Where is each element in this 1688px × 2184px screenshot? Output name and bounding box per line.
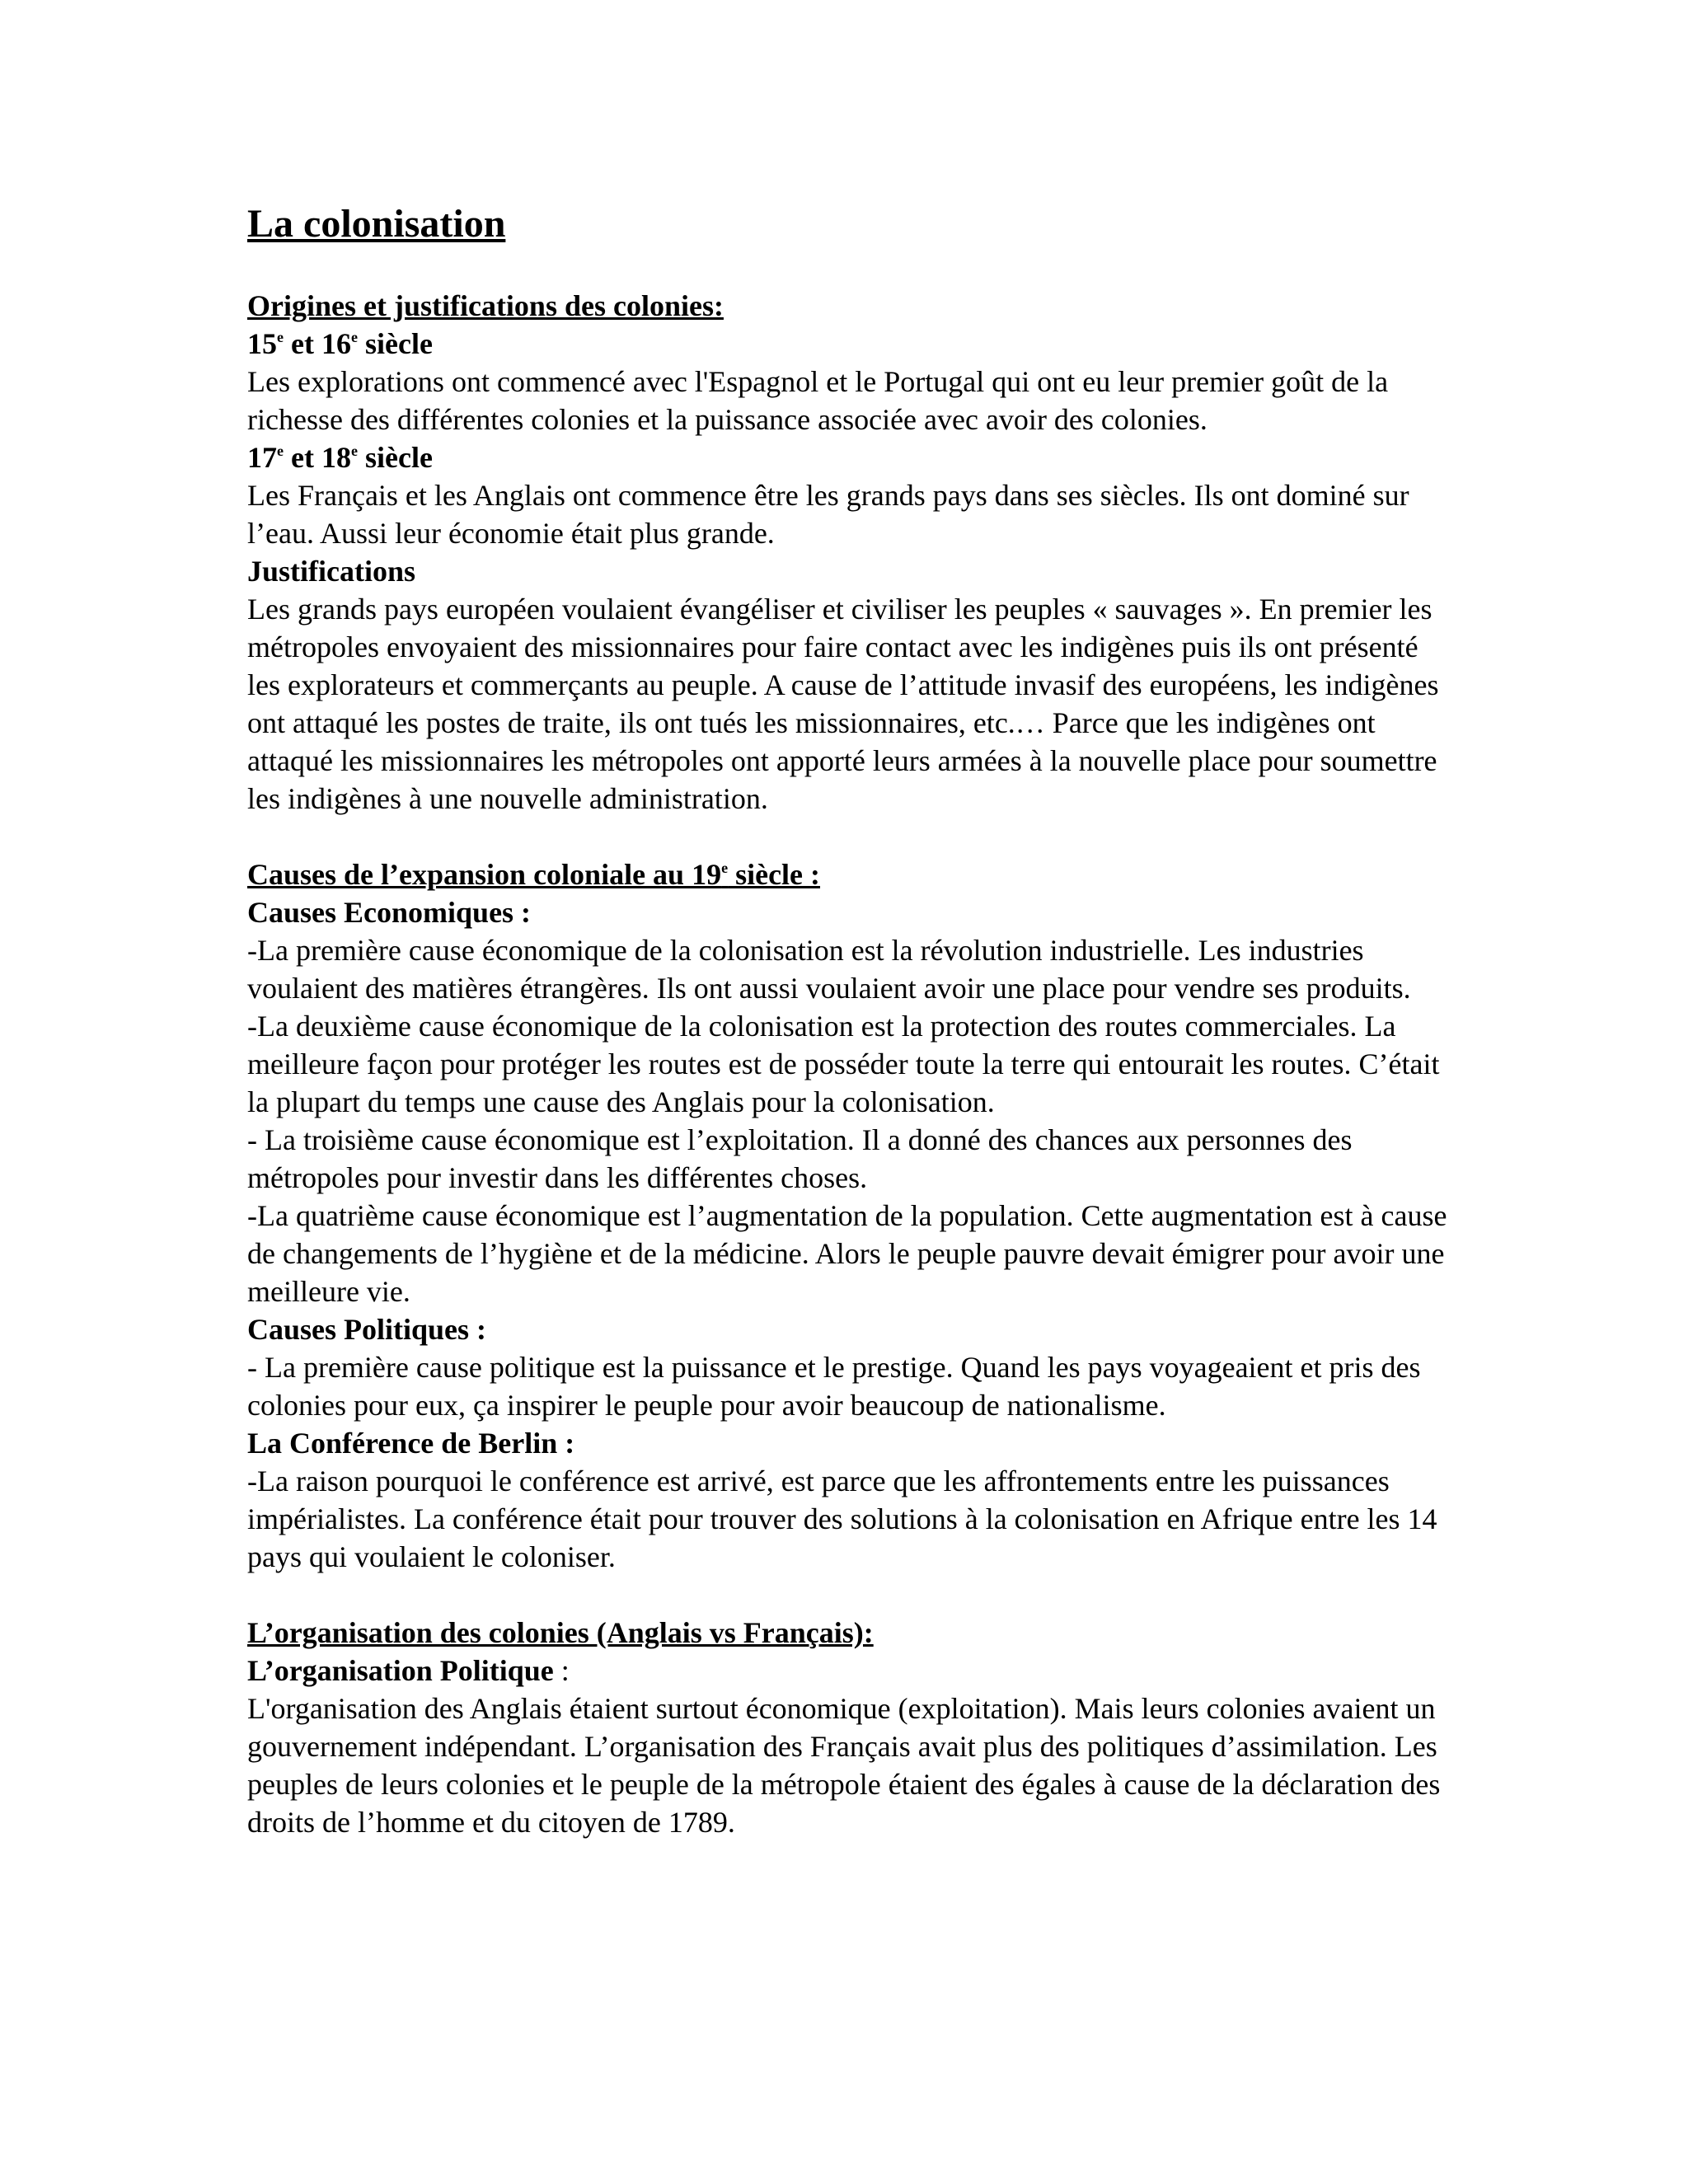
paragraph: -La quatrième cause économique est l’augmentation de la population. Cette augmentation est à cause de changements de l’hygiène et de la médicine. Alors le peuple pauvre devait émigrer pour avoir une meilleure vie. <box>247 1199 1447 1308</box>
section-causes <box>247 855 1451 1576</box>
sub-heading-15-16: 15e et 16e siècle <box>247 327 433 360</box>
paragraph: -La deuxième cause économique de la colonisation est la protection des routes commerciales. La meilleure façon pour protéger les routes est de posséder toute la terre qui entourait les routes. C’était la plupart du temps une cause des Anglais pour la colonisation. <box>247 1010 1440 1118</box>
sub-heading-conference-berlin: La Conférence de Berlin : <box>247 1427 575 1460</box>
paragraph: - La troisième cause économique est l’exploitation. Il a donné des chances aux personnes des métropoles pour investir dans les différentes choses. <box>247 1123 1353 1194</box>
document-title: La colonisation <box>247 202 506 246</box>
sub-heading-causes-economiques: Causes Economiques : <box>247 896 532 929</box>
spacer <box>247 818 1451 855</box>
paragraph: Les Français et les Anglais ont commence être les grands pays dans ses siècles. Ils ont dominé sur l’eau. Aussi leur économie était plus grande. <box>247 479 1409 550</box>
section-organisation <box>247 1614 1451 1841</box>
document-page <box>247 198 1451 1841</box>
spacer <box>247 251 1451 287</box>
section-heading: Origines et justifications des colonies: <box>247 289 724 322</box>
section-heading: Causes de l’expansion coloniale au 19e siècle : <box>247 858 821 891</box>
paragraph: Les explorations ont commencé avec l'Espagnol et le Portugal qui ont eu leur premier goût de la richesse des différentes colonies et la puissance associée avec avoir des colonies. <box>247 365 1389 436</box>
sub-heading-justifications: Justifications <box>247 555 416 588</box>
section-heading: L’organisation des colonies (Anglais vs Français): <box>247 1616 874 1649</box>
paragraph: -La première cause économique de la colonisation est la révolution industrielle. Les industries voulaient des matières étrangères. Ils ont aussi voulaient avoir une place pour vendre ses produits. <box>247 934 1411 1005</box>
paragraph: L'organisation des Anglais étaient surtout économique (exploitation). Mais leurs colonies avaient un gouvernement indépendant. L’organisation des Français avait plus des politiques d’assimilation. Les peuples de leurs colonies et le peuple de la métropole étaient des égales à cause de la déclaration des droits de l’homme et du citoyen de 1789. <box>247 1692 1441 1839</box>
section-origines <box>247 287 1451 818</box>
sub-heading-organisation-politique: L’organisation Politique : <box>247 1654 570 1687</box>
sub-heading-17-18: 17e et 18e siècle <box>247 441 433 474</box>
paragraph: -La raison pourquoi le conférence est arrivé, est parce que les affrontements entre les puissances impérialistes. La conférence était pour trouver des solutions à la colonisation en Afrique entre les 14 pays qui voulaient le coloniser. <box>247 1465 1437 1573</box>
sub-heading-causes-politiques: Causes Politiques : <box>247 1313 487 1346</box>
paragraph: Les grands pays européen voulaient évangéliser et civiliser les peuples « sauvages ». En premier les métropoles envoyaient des missionnaires pour faire contact avec les indigènes puis ils ont présenté les explorateurs et commerçants au peuple. A cause de l’attitude invasif des européens, les indigènes ont attaqué les postes de traite, ils ont tués les missionnaires, etc.… Parce que les indigènes ont attaqué les missionnaires les métropoles ont apporté leurs armées à la nouvelle place pour soumettre les indigènes à une nouvelle administration. <box>247 593 1439 815</box>
spacer <box>247 1576 1451 1614</box>
paragraph: - La première cause politique est la puissance et le prestige. Quand les pays voyageaient et pris des colonies pour eux, ça inspirer le peuple pour avoir beaucoup de nationalisme. <box>247 1351 1421 1422</box>
